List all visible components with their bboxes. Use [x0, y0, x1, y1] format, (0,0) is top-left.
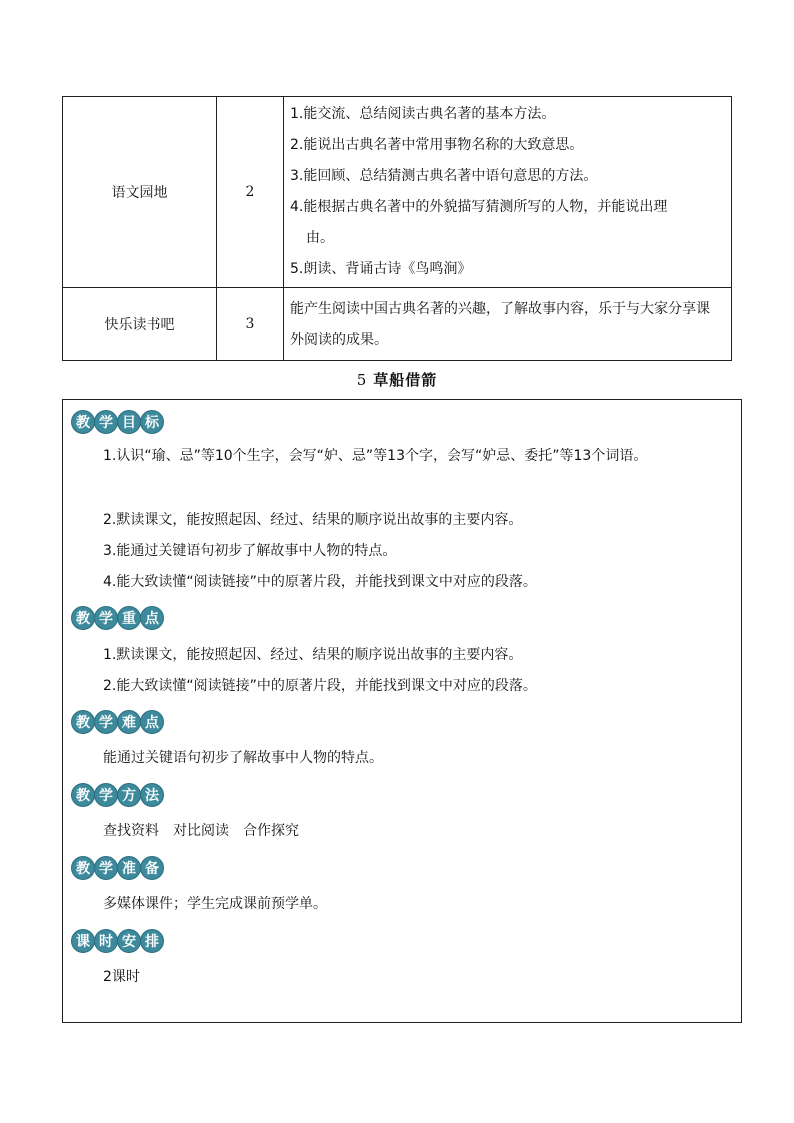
heading-badge: 教: [71, 606, 95, 630]
key-point-item: 1.默读课文，能按照起因、经过、结果的顺序说出故事的主要内容。: [103, 647, 523, 663]
lesson-number: 5: [356, 371, 368, 389]
heading-badge: 难: [117, 710, 141, 734]
table-row: [63, 97, 732, 288]
goal-item: 3.能回顾、总结猜测古典名著中语句意思的方法。: [290, 168, 598, 184]
heading-badge: 排: [140, 929, 164, 953]
heading-badge: 准: [117, 856, 141, 880]
heading-badge: 学: [94, 606, 118, 630]
heading-badge: 安: [117, 929, 141, 953]
objective-item: 1.认识“瑜、忌”等10个生字，会写“妒、忌”等13个字，会写“妒忌、委托”等13个词语。: [103, 448, 648, 464]
section-heading-key-points: [71, 606, 163, 630]
row-name: 语文园地: [63, 97, 217, 288]
heading-badge: 点: [140, 606, 164, 630]
section-heading-methods: [71, 783, 163, 807]
reading-description: 能产生阅读中国古典名著的兴趣，了解故事内容，乐于与大家分享课外阅读的成果。: [290, 301, 710, 348]
row-goals: [284, 97, 732, 288]
heading-badge: 目: [117, 410, 141, 434]
lesson-name: 草船借箭: [373, 371, 438, 389]
section-heading-schedule: [71, 929, 163, 953]
difficulty-text: 能通过关键语句初步了解故事中人物的特点。: [103, 750, 383, 766]
goal-item: 2.能说出古典名著中常用事物名称的大致意思。: [290, 137, 584, 153]
goal-item-continued: 由。: [306, 230, 334, 246]
key-point-item: 2.能大致读懂“阅读链接”中的原著片段，并能找到课文中对应的段落。: [103, 678, 537, 694]
heading-badge: 教: [71, 856, 95, 880]
section-heading-objectives: [71, 410, 163, 434]
heading-badge: 学: [94, 710, 118, 734]
goal-item: 1.能交流、总结阅读古典名著的基本方法。: [290, 106, 556, 122]
heading-badge: 标: [140, 410, 164, 434]
objective-item: 3.能通过关键语句初步了解故事中人物的特点。: [103, 543, 397, 559]
section-heading-difficulties: [71, 710, 163, 734]
heading-badge: 教: [71, 710, 95, 734]
section-heading-preparation: [71, 856, 163, 880]
heading-badge: 教: [71, 410, 95, 434]
preparation-text: 多媒体课件；学生完成课前预学单。: [103, 896, 327, 912]
heading-badge: 教: [71, 783, 95, 807]
goal-item: 4.能根据古典名著中的外貌描写猜测所写的人物，并能说出理: [290, 199, 668, 215]
lesson-plan-box: [62, 399, 742, 1023]
row-text: [284, 288, 732, 361]
heading-badge: 点: [140, 710, 164, 734]
heading-badge: 课: [71, 929, 95, 953]
heading-badge: 学: [94, 783, 118, 807]
objective-item: 2.默读课文，能按照起因、经过、结果的顺序说出故事的主要内容。: [103, 512, 523, 528]
heading-badge: 时: [94, 929, 118, 953]
row-hours: 3: [217, 288, 284, 361]
heading-badge: 学: [94, 856, 118, 880]
heading-badge: 方: [117, 783, 141, 807]
unit-overview-table: [62, 96, 732, 361]
goal-item: 5.朗读、背诵古诗《鸟鸣涧》: [290, 261, 472, 277]
heading-badge: 重: [117, 606, 141, 630]
methods-text: 查找资料 对比阅读 合作探究: [103, 823, 299, 839]
lesson-title: [0, 369, 794, 390]
heading-badge: 备: [140, 856, 164, 880]
heading-badge: 法: [140, 783, 164, 807]
table-row: [63, 288, 732, 361]
schedule-text: 2课时: [103, 969, 140, 985]
objective-item: 4.能大致读懂“阅读链接”中的原著片段，并能找到课文中对应的段落。: [103, 574, 537, 590]
heading-badge: 学: [94, 410, 118, 434]
row-hours: 2: [217, 97, 284, 288]
row-name: 快乐读书吧: [63, 288, 217, 361]
